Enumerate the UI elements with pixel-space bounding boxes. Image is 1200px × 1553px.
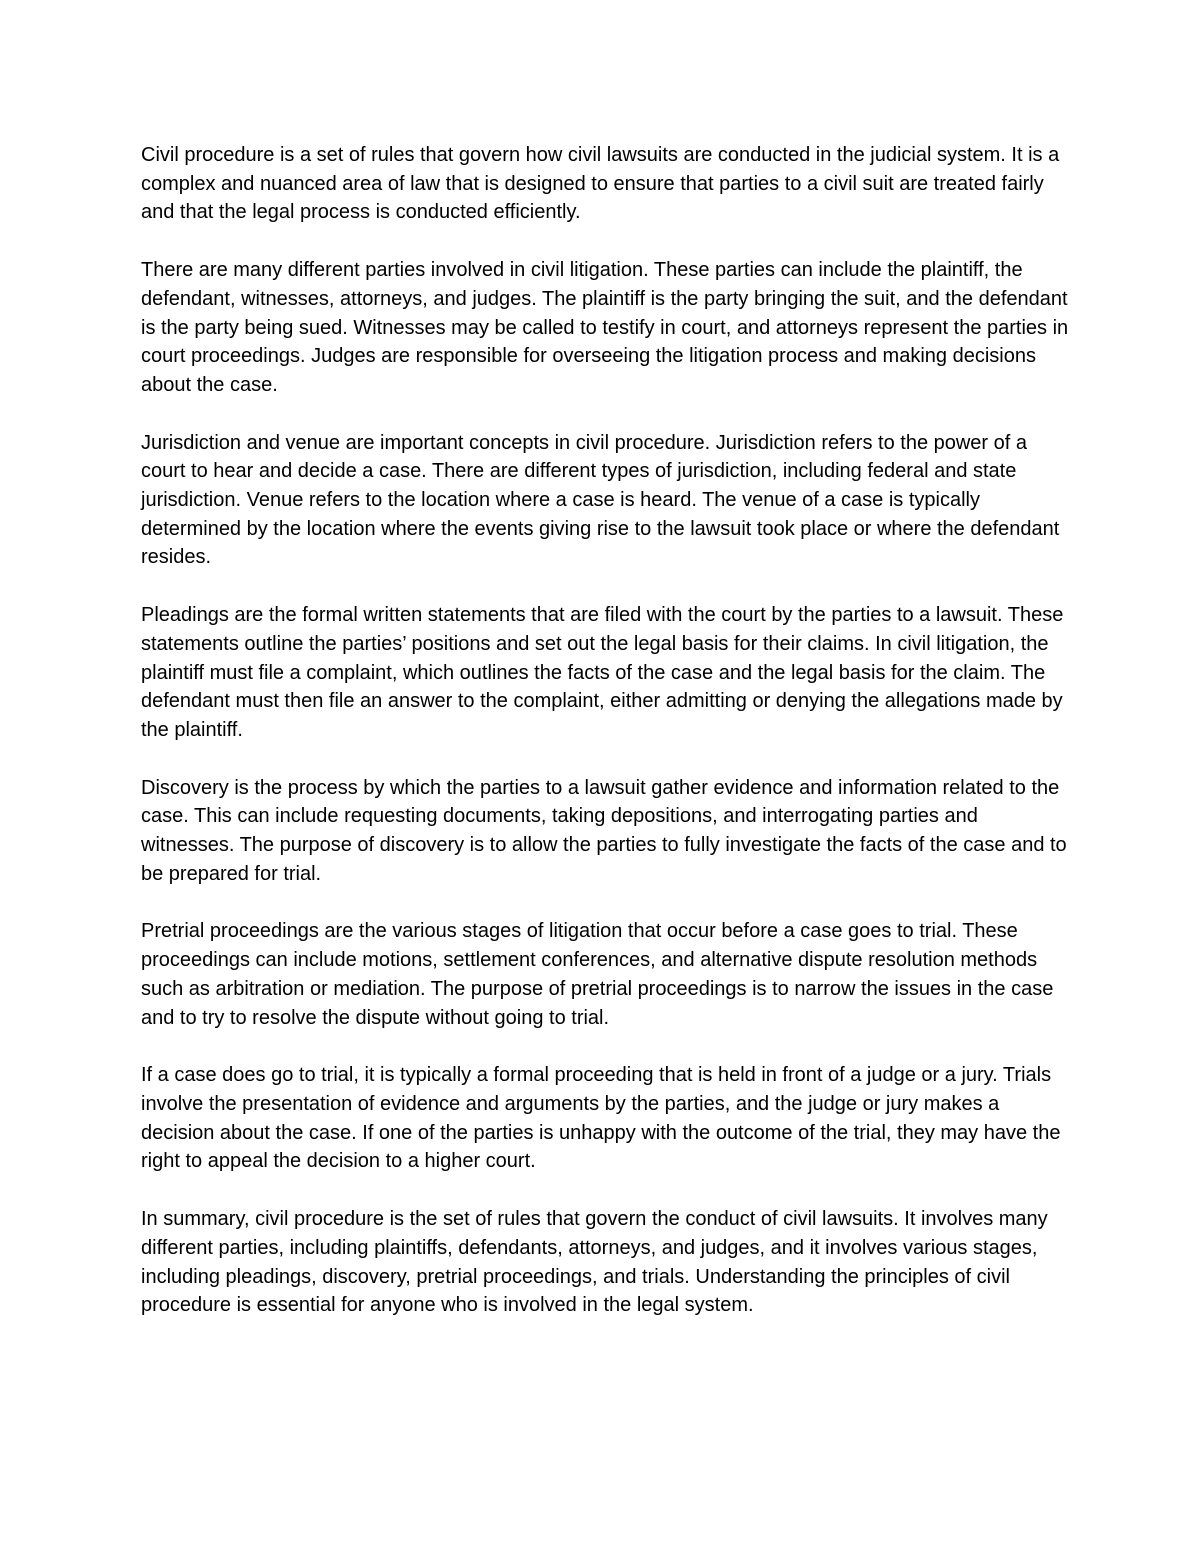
paragraph-trial: If a case does go to trial, it is typically a formal proceeding that is held in front of a judge or a jury. Trials involve the presentation of evidence and arguments by the parties, and the judge or jury makes a decision about the case. If one of the parties is unhappy with the outcome of the trial, they may have the right to appeal the decision to a higher court. xyxy=(141,1064,1061,1173)
paragraph-pleadings: Pleadings are the formal written statements that are filed with the court by the parties to a lawsuit. These statements outline the parties’ positions and set out the legal basis for their claims. In civil litigation, the plaintiff must file a complaint, which outlines the facts of the case and the legal basis for the claim. The defendant must then file an answer to the complaint, either admitting or denying the allegations made by the plaintiff. xyxy=(141,604,1064,741)
paragraph-discovery: Discovery is the process by which the parties to a lawsuit gather evidence and information related to the case. This can include requesting documents, taking depositions, and interrogating parties and witnesses. The purpose of discovery is to allow the parties to fully investigate the facts of the case and to be prepared for trial. xyxy=(141,776,1067,885)
paragraph-summary: In summary, civil procedure is the set of rules that govern the conduct of civil lawsuits. It involves many different parties, including plaintiffs, defendants, attorneys, and judges, and it involves various stages, including pleadings, discovery, pretrial proceedings, and trials. Understanding the principles of civil procedure is essential for anyone who is involved in the legal system. xyxy=(141,1208,1048,1317)
paragraph-pretrial: Pretrial proceedings are the various stages of litigation that occur before a case goes to trial. These proceedings can include motions, settlement conferences, and alternative dispute resolution methods such as arbitration or mediation. The purpose of pretrial proceedings is to narrow the issues in the case and to try to resolve the dispute without going to trial. xyxy=(141,920,1054,1029)
document-body xyxy=(141,141,1071,1320)
paragraph-parties: There are many different parties involved in civil litigation. These parties can include the plaintiff, the defendant, witnesses, attorneys, and judges. The plaintiff is the party bringing the suit, and the defendant is the party being sued. Witnesses may be called to testify in court, and attorneys represent the parties in court proceedings. Judges are responsible for overseeing the litigation process and making decisions about the case. xyxy=(141,259,1069,396)
paragraph-intro: Civil procedure is a set of rules that govern how civil lawsuits are conducted in the judicial system. It is a complex and nuanced area of law that is designed to ensure that parties to a civil suit are treated fairly and that the legal process is conducted efficiently. xyxy=(141,144,1060,224)
paragraph-jurisdiction-venue: Jurisdiction and venue are important concepts in civil procedure. Jurisdiction refers to the power of a court to hear and decide a case. There are different types of jurisdiction, including federal and state jurisdiction. Venue refers to the location where a case is heard. The venue of a case is typically determined by the location where the events giving rise to the lawsuit took place or where the defendant resides. xyxy=(141,431,1060,569)
